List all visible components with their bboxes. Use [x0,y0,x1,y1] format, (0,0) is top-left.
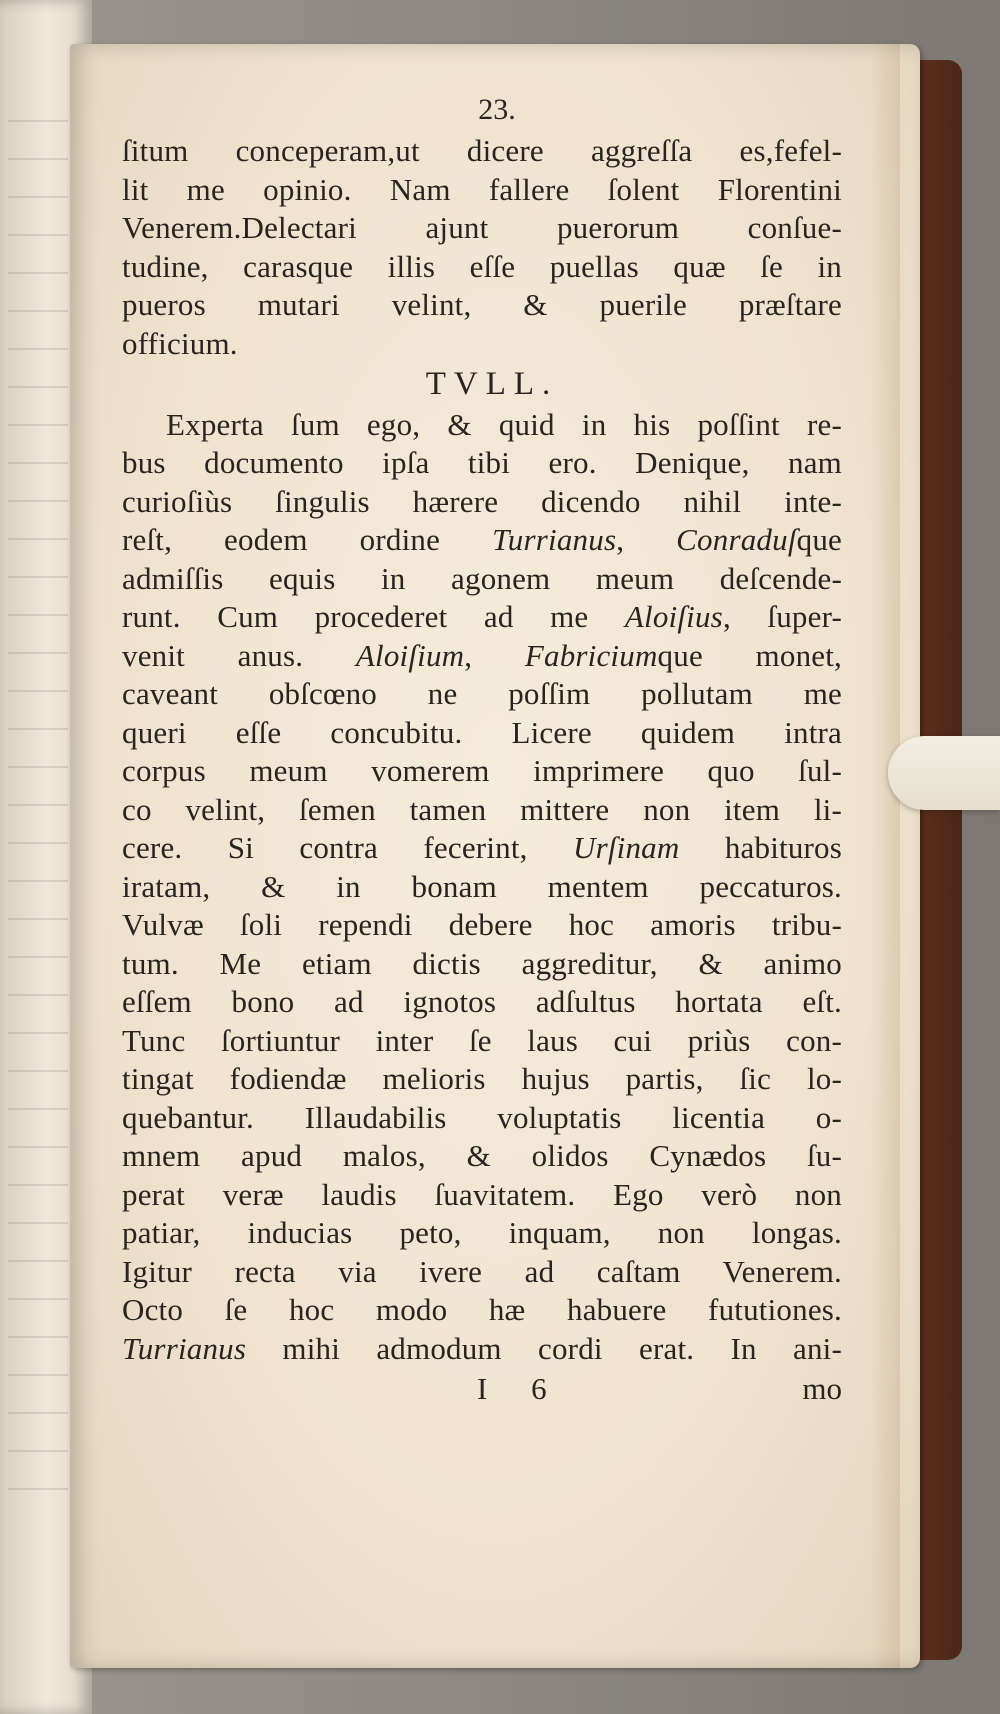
text-line: bus documento ipſa tibi ero. Denique, nam [122,445,842,480]
text-line: officium. [122,325,238,361]
text-fragment: , [616,522,677,557]
text-line: perat veræ laudis ſuavitatem. Ego verò non [122,1176,842,1212]
text-line: patiar, inducias peto, inquam, non longas. [122,1215,842,1250]
text-line: mnem apud malos, & olidos Cynædos ſu- [122,1138,842,1173]
text-line [122,1330,842,1369]
text-fragment: reſt, eodem ordine [122,522,493,557]
text-line: tudine, carasque illis eſſe puellas quæ ſe in [122,248,842,284]
text-fragment: , ſuper- [722,599,842,634]
page-text [122,92,842,1410]
text-line: Octo ſe hoc modo hæ habuere fututiones. [122,1292,842,1327]
text-line: tingat fodiendæ melioris hujus partis, ſic lo- [122,1061,842,1096]
text-fragment: mihi admodum cordi erat. In ani- [246,1330,842,1366]
text-line: caveant obſcœno ne poſſim pollutam me [122,676,842,711]
text-fragment: cere. Si contra fecerint, [122,830,573,865]
name-italic: Conraduſ [676,522,797,557]
text-line [122,521,842,560]
text-fragment: runt. Cum procederet ad me [122,599,625,634]
text-fragment: que [796,522,842,557]
text-fragment: que monet, [657,637,842,673]
text-line: corpus meum vomerem imprimere quo ſul- [122,753,842,788]
name-italic: Aloiſius [624,599,723,634]
text-line: Experta ſum ego, & quid in his poſſint re- [166,406,842,442]
speaker-heading: TVLL. [425,366,559,402]
page-number: 23. [478,93,516,126]
name-italic: Fabricium [524,637,658,673]
name-italic: Urſinam [572,830,680,865]
text-line: eſſem bono ad ignotos adſultus hortata eſt. [122,984,842,1019]
signature-mark: I 6 [477,1371,565,1406]
text-line [122,829,842,868]
text-line: lit me opinio. Nam fallere ſolent Florentini [122,171,842,207]
text-line: ſitum conceperam,ut dicere aggreſſa es,fefel- [122,133,842,168]
text-line: quebantur. Illaudabilis voluptatis licentia o- [122,1099,842,1135]
text-fragment: habituros [679,830,843,865]
text-line: Vulvæ ſoli rependi debere hoc amoris tribu- [122,907,842,942]
catchword: mo [802,1371,842,1406]
text-line: Igitur recta via ivere ad caſtam Venerem. [122,1253,842,1289]
text-line [122,637,842,676]
text-line: Tunc ſortiuntur inter ſe laus cui priùs con- [122,1022,842,1058]
name-italic: Turrianus [122,1330,247,1366]
text-line: pueros mutari velint, & puerile præſtare [122,287,842,322]
text-line: co velint, ſemen tamen mittere non item li- [122,791,842,827]
text-line: admiſſis equis in agonem meum deſcende- [122,560,842,596]
page-foxing [870,44,900,1668]
text-line: curioſiùs ſingulis hærere dicendo nihil inte- [122,483,842,519]
bookmark[interactable] [888,736,1000,810]
name-italic: Aloiſium [355,637,465,673]
text-line: queri eſſe concubitu. Licere quidem intra [122,714,842,750]
text-line: Venerem.Delectari ajunt puerorum conſue- [122,210,842,245]
text-line: tum. Me etiam dictis aggreditur, & animo [122,945,842,981]
text-line: iratam, & in bonam mentem peccaturos. [122,868,842,904]
page-footer [122,1370,842,1410]
page-edges [8,120,68,1500]
text-fragment: venit anus. [122,637,356,673]
text-line [122,598,842,637]
text-fragment: , [464,637,525,673]
name-italic: Turrianus [492,522,617,557]
